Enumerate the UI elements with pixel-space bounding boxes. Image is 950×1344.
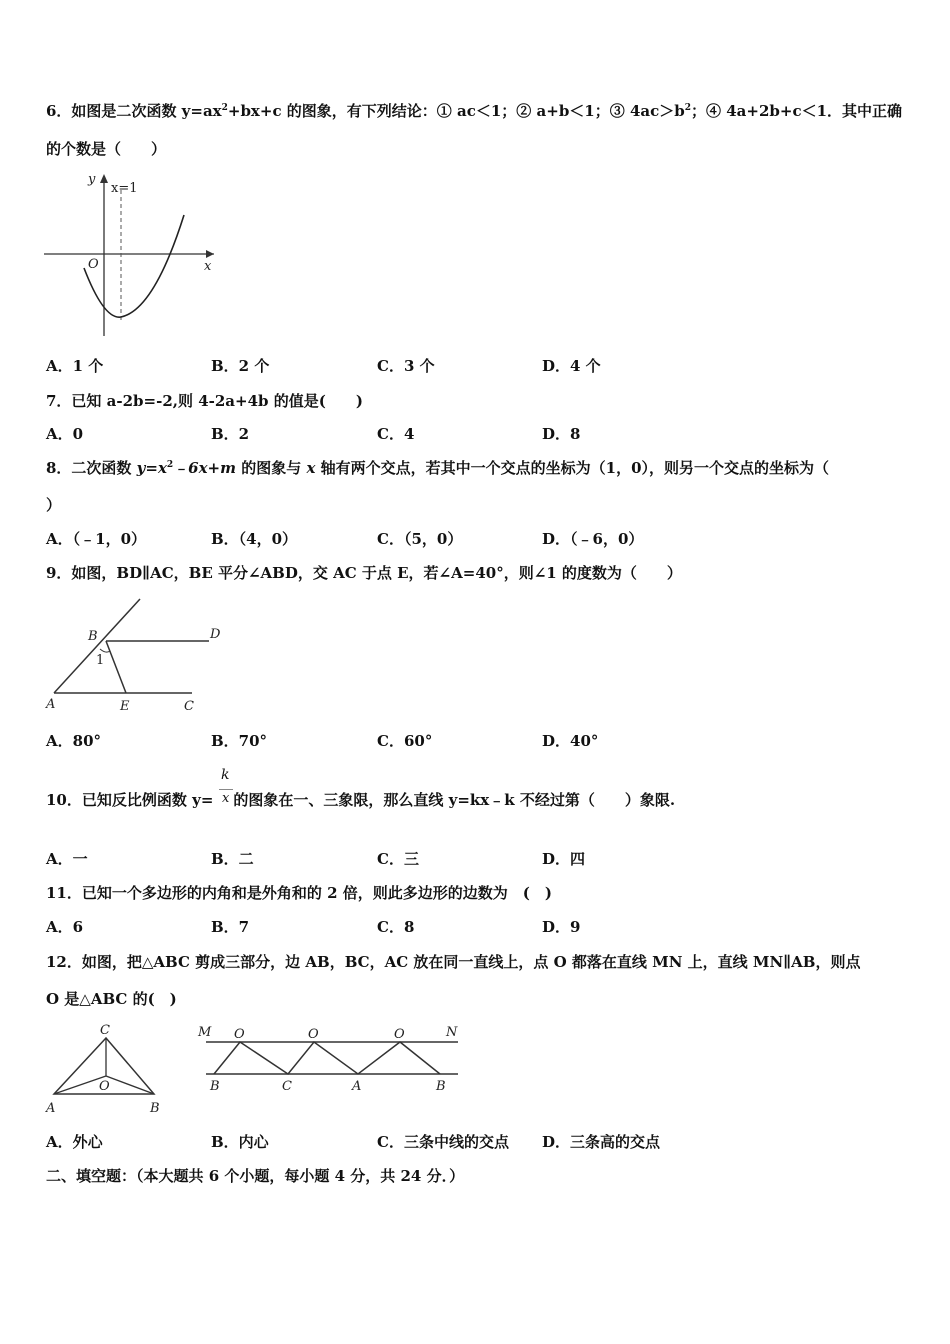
q12-fig2-label-c: C (282, 1079, 292, 1094)
q12-fig2-label-a: A (352, 1079, 362, 1094)
q12-option-a[interactable]: A．外心 (46, 1133, 103, 1151)
q9-label-a: A (46, 697, 56, 712)
q11-option-b[interactable]: B．7 (211, 918, 250, 936)
q12-fig1-label-a: A (46, 1101, 56, 1116)
q9-option-d[interactable]: D．40° (542, 732, 599, 750)
q12-triangle-figure (44, 1020, 174, 1120)
q7-option-c[interactable]: C．4 (377, 425, 415, 443)
q6-option-d[interactable]: D．4 个 (542, 357, 601, 375)
q9-angle-1-label: 1 (96, 653, 105, 668)
q10-option-c[interactable]: C．三 (377, 850, 419, 868)
q11-stem: 11．已知一个多边形的内角和是外角和的 2 倍，则此多边形的边数为 ( ) (46, 884, 552, 902)
q9-stem: 9．如图，BD∥AC，BE 平分∠ABD，交 AC 于点 E，若∠A=40°，则∠1 的度数为（ ） (46, 564, 682, 582)
q12-stem-line1: 12．如图，把△ABC 剪成三部分，边 AB，BC，AC 放在同一直线上，点 O 都落在直线 MN 上，直线 MN∥AB，则点 (46, 953, 861, 971)
q8-stem-line1: 8．二次函数 $y=x^2﹣6x+m$ 的图象与 x 轴有两个交点，若其中一个交点的坐标为（1，0），则另一个交点的坐标为（ (46, 459, 830, 477)
q10-option-d[interactable]: D．四 (542, 850, 586, 868)
q12-fig1-label-o: O (99, 1079, 110, 1094)
q12-fig2-label-m: M (198, 1025, 212, 1040)
q12-fig1-label-b: B (150, 1101, 160, 1116)
q6-axis-label: x=1 (111, 181, 138, 196)
q12-fig2-label-n: N (446, 1025, 458, 1040)
q9-label-d: D (210, 627, 221, 642)
q6-option-a[interactable]: A．1 个 (46, 357, 104, 375)
q6-option-c[interactable]: C．3 个 (377, 357, 435, 375)
q9-option-b[interactable]: B．70° (211, 732, 268, 750)
q9-option-c[interactable]: C．60° (377, 732, 433, 750)
q7-option-b[interactable]: B．2 (211, 425, 250, 443)
section-2-heading: 二、填空题：（本大题共 6 个小题，每小题 4 分，共 24 分．） (46, 1167, 465, 1185)
q10-fraction-bar (219, 789, 233, 790)
q6-stem-line2: 的个数是（ ） (46, 140, 167, 158)
q8-option-a[interactable]: A．（﹣1，0） (46, 530, 147, 548)
q6-y-label: y (88, 172, 96, 187)
q6-option-b[interactable]: B．2 个 (211, 357, 270, 375)
q12-fig2-label-o1: O (234, 1027, 245, 1042)
q8-option-d[interactable]: D．（﹣6，0） (542, 530, 644, 548)
q12-option-b[interactable]: B．内心 (211, 1133, 269, 1151)
q12-fig2-label-b2: B (436, 1079, 446, 1094)
q12-strip-figure (196, 1020, 466, 1100)
q9-option-a[interactable]: A．80° (46, 732, 102, 750)
q9-label-b: B (88, 629, 98, 644)
q8-option-b[interactable]: B．（4，0） (211, 530, 298, 548)
q8-stem-line2: ） (46, 496, 62, 514)
q10-stem: 10．已知反比例函数 y= 的图象在一、三象限，那么直线 y=kx﹣k 不经过第（ ）象限. (46, 791, 676, 809)
q7-option-d[interactable]: D．8 (542, 425, 581, 443)
q6-origin-label: O (88, 257, 99, 272)
q12-fig2-label-b1: B (210, 1079, 220, 1094)
q6-x-label: x (204, 259, 212, 274)
q7-option-a[interactable]: A．0 (46, 425, 84, 443)
q11-option-d[interactable]: D．9 (542, 918, 581, 936)
q12-stem-line2: O 是△ABC 的( ) (46, 990, 177, 1008)
q7-stem: 7．已知 a-2b=-2,则 4-2a+4b 的值是( ) (46, 392, 363, 410)
q11-option-a[interactable]: A．6 (46, 918, 84, 936)
q10-option-a[interactable]: A．一 (46, 850, 88, 868)
q12-fig2-label-o3: O (394, 1027, 405, 1042)
q12-option-c[interactable]: C．三条中线的交点 (377, 1133, 509, 1151)
q12-option-d[interactable]: D．三条高的交点 (542, 1133, 661, 1151)
q12-fig1-label-c: C (100, 1023, 110, 1038)
q9-label-e: E (120, 699, 130, 714)
q10-fraction-numerator: k (221, 767, 230, 783)
q8-option-c[interactable]: C．（5，0） (377, 530, 463, 548)
q9-label-c: C (184, 699, 194, 714)
q11-option-c[interactable]: C．8 (377, 918, 415, 936)
q9-parallel-lines-figure (44, 596, 229, 716)
q10-fraction-denominator: x (222, 791, 230, 806)
q12-fig2-label-o2: O (308, 1027, 319, 1042)
q6-parabola-figure (44, 170, 219, 340)
q6-stem-line1: 6．如图是二次函数 $y=ax^2+bx+c$ 的图象，有下列结论：① ac＜1；② a+b＜1；③ $4ac>b^2$；④ 4a+2b+c＜1．其中正确 (46, 102, 903, 120)
q10-option-b[interactable]: B．二 (211, 850, 254, 868)
